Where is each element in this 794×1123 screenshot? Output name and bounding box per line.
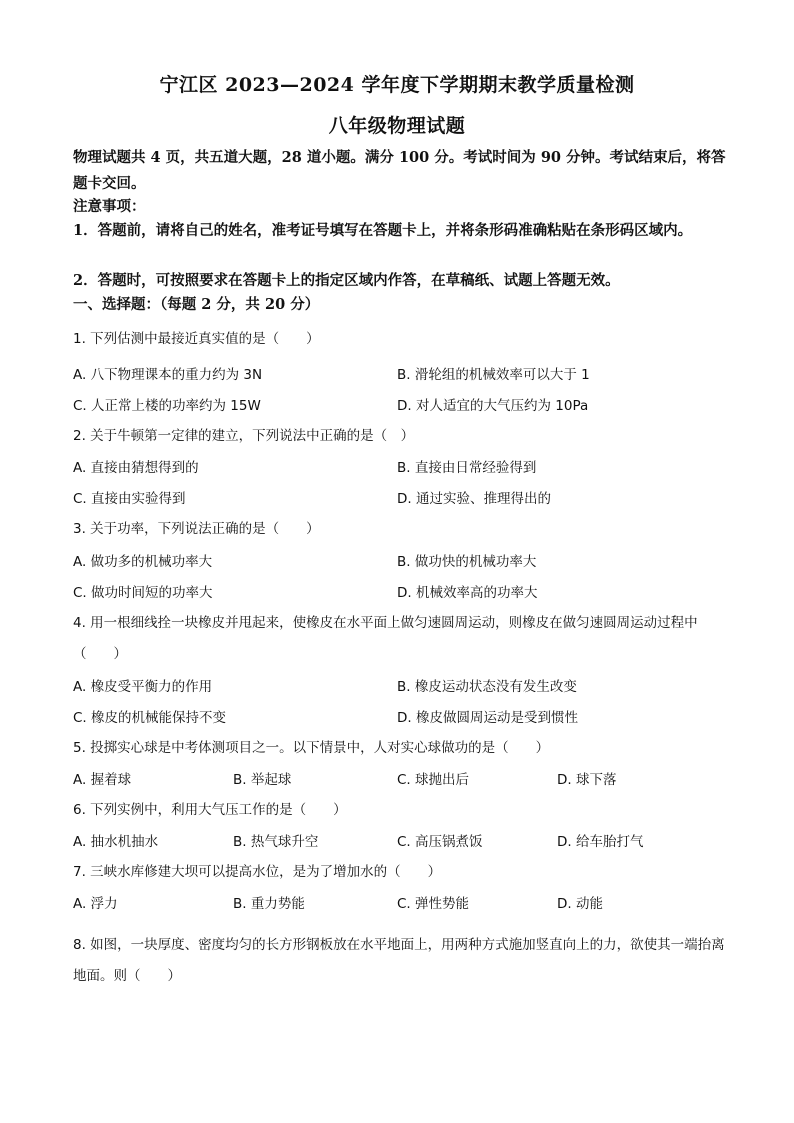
option-b: B. 重力势能: [233, 896, 305, 912]
option-d: D. 给车胎打气: [557, 834, 644, 850]
option-a: A. 直接由猜想得到的: [73, 460, 199, 476]
option-d: D. 橡皮做圆周运动是受到惯性: [397, 710, 578, 726]
option-d: D. 通过实验、推理得出的: [397, 491, 551, 507]
option-d: D. 动能: [557, 896, 603, 912]
question-stem: 7. 三峡水库修建大坝可以提高水位，是为了增加水的（ ）: [73, 864, 442, 880]
question-stem: 3. 关于功率，下列说法正确的是（ ）: [73, 521, 320, 537]
option-c: C. 橡皮的机械能保持不变: [73, 710, 227, 726]
question-stem: 6. 下列实例中，利用大气压工作的是（ ）: [73, 802, 347, 818]
question-stem: 5. 投掷实心球是中考体测项目之一。以下情景中，人对实心球做功的是（ ）: [73, 740, 550, 756]
option-b: B. 直接由日常经验得到: [397, 460, 537, 476]
option-c: C. 直接由实验得到: [73, 491, 186, 507]
option-c: C. 弹性势能: [397, 896, 470, 912]
option-d: D. 机械效率高的功率大: [397, 585, 538, 601]
exam-intro: 物理试题共 4 页，共五道大题，28 道小题。满分 100 分。考试时间为 90 分钟。考试结束后，将答题卡交回。: [73, 149, 726, 192]
option-a: A. 八下物理课本的重力约为 3N: [73, 367, 263, 383]
option-d: D. 球下落: [557, 772, 617, 788]
question-stem: 4. 用一根细线拴一块橡皮并甩起来，使橡皮在水平面上做匀速圆周运动，则橡皮在做匀速圆周运动过程中（ ）: [73, 615, 698, 662]
option-a: A. 抽水机抽水: [73, 834, 159, 850]
notice-item: 1．答题前，请将自己的姓名，准考证号填写在答题卡上，并将条形码准确粘贴在条形码区域内。: [73, 222, 693, 239]
question-stem: 1. 下列估测中最接近真实值的是（ ）: [73, 331, 320, 347]
option-b: B. 滑轮组的机械效率可以大于 1: [397, 367, 590, 383]
question-stem: 2. 关于牛顿第一定律的建立，下列说法中正确的是（ ）: [73, 428, 415, 444]
option-c: C. 球抛出后: [397, 772, 470, 788]
option-b: B. 举起球: [233, 772, 292, 788]
option-a: A. 橡皮受平衡力的作用: [73, 679, 213, 695]
exam-title: 宁江区 2023—2024 学年度下学期期末教学质量检测: [159, 74, 635, 96]
option-a: A. 浮力: [73, 896, 118, 912]
option-b: B. 做功快的机械功率大: [397, 554, 537, 570]
option-b: B. 热气球升空: [233, 834, 319, 850]
option-d: D. 对人适宜的大气压约为 10Pa: [397, 398, 589, 414]
option-c: C. 高压锅煮饭: [397, 834, 483, 850]
option-a: A. 做功多的机械功率大: [73, 554, 213, 570]
exam-subtitle: 八年级物理试题: [328, 115, 466, 137]
option-a: A. 握着球: [73, 772, 132, 788]
notice-item: 2．答题时，可按照要求在答题卡上的指定区域内作答，在草稿纸、试题上答题无效。: [73, 272, 620, 289]
option-c: C. 做功时间短的功率大: [73, 585, 213, 601]
option-b: B. 橡皮运动状态没有发生改变: [397, 679, 577, 695]
question-stem: 8. 如图，一块厚度、密度均匀的长方形钢板放在水平地面上，用两种方式施加竖直向上的力，欲使其一端抬离地面。则（ ）: [73, 937, 725, 984]
option-c: C. 人正常上楼的功率约为 15W: [73, 398, 261, 414]
section-heading: 一、选择题：（每题 2 分，共 20 分）: [73, 296, 320, 313]
notice-heading: 注意事项：: [73, 198, 146, 215]
